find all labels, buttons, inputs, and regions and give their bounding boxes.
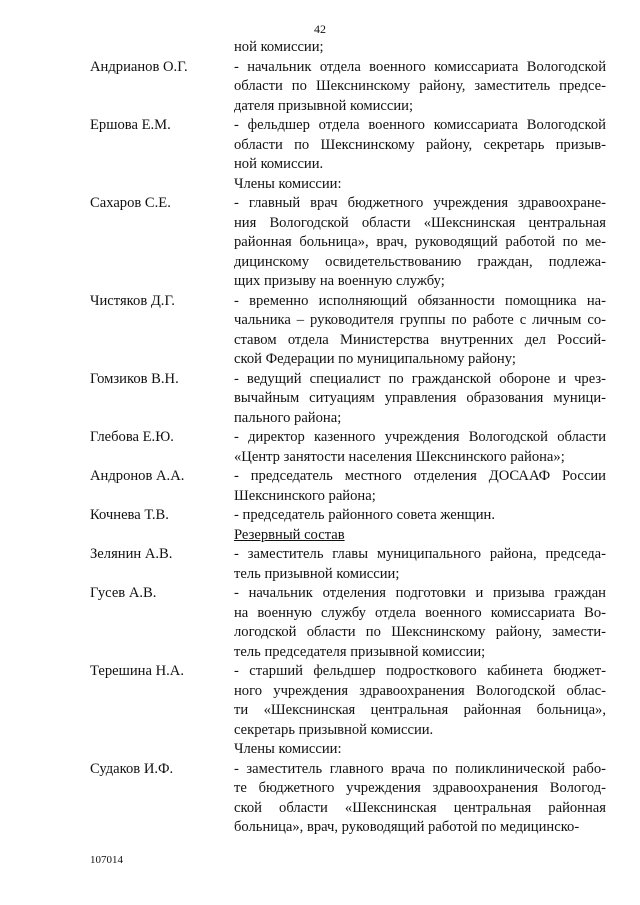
member-role (234, 662, 606, 740)
member-role-line: - главный врач бюджетного учреждения здравоохране- (234, 195, 606, 211)
member-name: Терешина Н.А. (90, 663, 184, 679)
member-row (90, 506, 606, 526)
members-reserve (90, 545, 606, 740)
member-role-line: - заместитель главного врача по поликлинической рабо- (234, 760, 606, 777)
member-name: Гусев А.В. (90, 585, 157, 601)
member-role-line: ного учреждения здравоохранения Вологодской облас- (234, 682, 606, 699)
member-role-line: - заместитель главы муниципального района, председа- (234, 546, 606, 562)
member-role-line: - начальник отдела военного комиссариата Вологодской (234, 58, 606, 75)
reserve-heading (234, 526, 606, 546)
member-name: Сахаров С.Е. (90, 195, 171, 211)
member-role-line: тель призывной комиссии; (234, 565, 400, 582)
member-role-line: ной комиссии. (234, 156, 324, 172)
member-role-line: вычайным ситуациям управления образования муници- (234, 390, 606, 406)
member-role (234, 506, 606, 526)
member-role-line: ти «Шекснинская центральная районная больница», (234, 702, 606, 718)
continuation-line: ной комиссии; (234, 39, 324, 55)
member-role (234, 292, 606, 370)
member-name: Гомзиков В.Н. (90, 370, 179, 387)
member-name: Андрианов О.Г. (90, 58, 188, 75)
member-role-line: чальника – руководителя группы по работе с личным со- (234, 312, 606, 328)
member-role-line: - председатель местного отделения ДОСААФ России (234, 468, 606, 484)
member-role-line: на военную службу отдела военного комиссариата Во- (234, 604, 606, 621)
members-commission (90, 194, 606, 526)
member-role-line: - ведущий специалист по гражданской обороне и чрез- (234, 370, 606, 387)
members-main (90, 58, 606, 175)
member-role-line: щих призыву на военную службу; (234, 273, 445, 289)
member-name: Чистяков Д.Г. (90, 292, 175, 309)
member-role-line: области по Шекснинскому району, секретарь призыв- (234, 136, 606, 153)
document-body (90, 38, 606, 838)
member-row (90, 584, 606, 662)
member-role (234, 116, 606, 175)
member-role (234, 370, 606, 429)
member-role (234, 58, 606, 117)
members-heading: Члены комиссии: (234, 175, 342, 192)
member-role-line: - фельдшер отдела военного комиссариата Вологодской (234, 117, 606, 133)
member-role (234, 760, 606, 838)
member-name: Ершова Е.М. (90, 117, 171, 133)
member-role-line: дателя призывной комиссии; (234, 97, 414, 114)
member-role (234, 584, 606, 662)
member-role-line: Шекснинского района; (234, 487, 376, 504)
member-role-line: ской Федерации по муниципальному району; (234, 351, 516, 367)
reserve-heading-text: Резервный состав (234, 526, 345, 543)
member-name: Андронов А.А. (90, 468, 185, 484)
member-role-line: области по Шекснинскому району, заместитель предсе- (234, 78, 606, 94)
member-row (90, 58, 606, 117)
member-role-line: тель председателя призывной комиссии; (234, 643, 486, 660)
member-role-line: - начальник отделения подготовки и призыва граждан (234, 585, 606, 601)
footer-code: 107014 (90, 854, 123, 866)
member-row (90, 662, 606, 740)
member-row (90, 370, 606, 429)
member-role-line: дицинскому освидетельствованию граждан, подлежа- (234, 253, 606, 270)
member-role-line: - директор казенного учреждения Вологодской области (234, 429, 606, 445)
member-role-line: ния Вологодской области «Шекснинская центральная (234, 214, 606, 231)
page-number: 42 (314, 22, 326, 36)
member-row (90, 760, 606, 838)
member-row (90, 428, 606, 467)
member-role-line: - старший фельдшер подросткового кабинета бюджет- (234, 663, 606, 679)
member-role-line: больница», врач, руководящий работой по медицинско- (234, 819, 580, 835)
member-role-line: - председатель районного совета женщин. (234, 507, 496, 523)
member-role-line: - временно исполняющий обязанности помощника на- (234, 292, 606, 309)
member-row (90, 292, 606, 370)
member-row (90, 194, 606, 292)
member-name: Глебова Е.Ю. (90, 429, 174, 445)
member-role-line: секретарь призывной комиссии. (234, 721, 434, 738)
member-role (234, 467, 606, 506)
member-role-line: ской области «Шекснинская центральная районная (234, 799, 606, 816)
member-role-line: районная больница», врач, руководящий работой по ме- (234, 234, 606, 250)
member-role-line: «Центр занятости населения Шекснинского района»; (234, 448, 565, 465)
member-row (90, 545, 606, 584)
member-row (90, 116, 606, 175)
member-role-line: пального района; (234, 409, 342, 426)
members-reserve-commission (90, 760, 606, 838)
member-role (234, 428, 606, 467)
reserve-members-heading: Члены комиссии: (234, 741, 342, 757)
member-row (90, 467, 606, 506)
member-role-line: те бюджетного учреждения здравоохранения Вологод- (234, 780, 606, 796)
member-name: Зелянин А.В. (90, 546, 173, 562)
member-name: Кочнева Т.В. (90, 507, 169, 523)
member-role-line: логодской области по Шекснинскому району, замести- (234, 624, 606, 640)
member-name: Судаков И.Ф. (90, 760, 174, 777)
member-role (234, 194, 606, 292)
member-role-line: ставом отдела Министерства внутренних дел Россий- (234, 331, 606, 348)
member-role (234, 545, 606, 584)
